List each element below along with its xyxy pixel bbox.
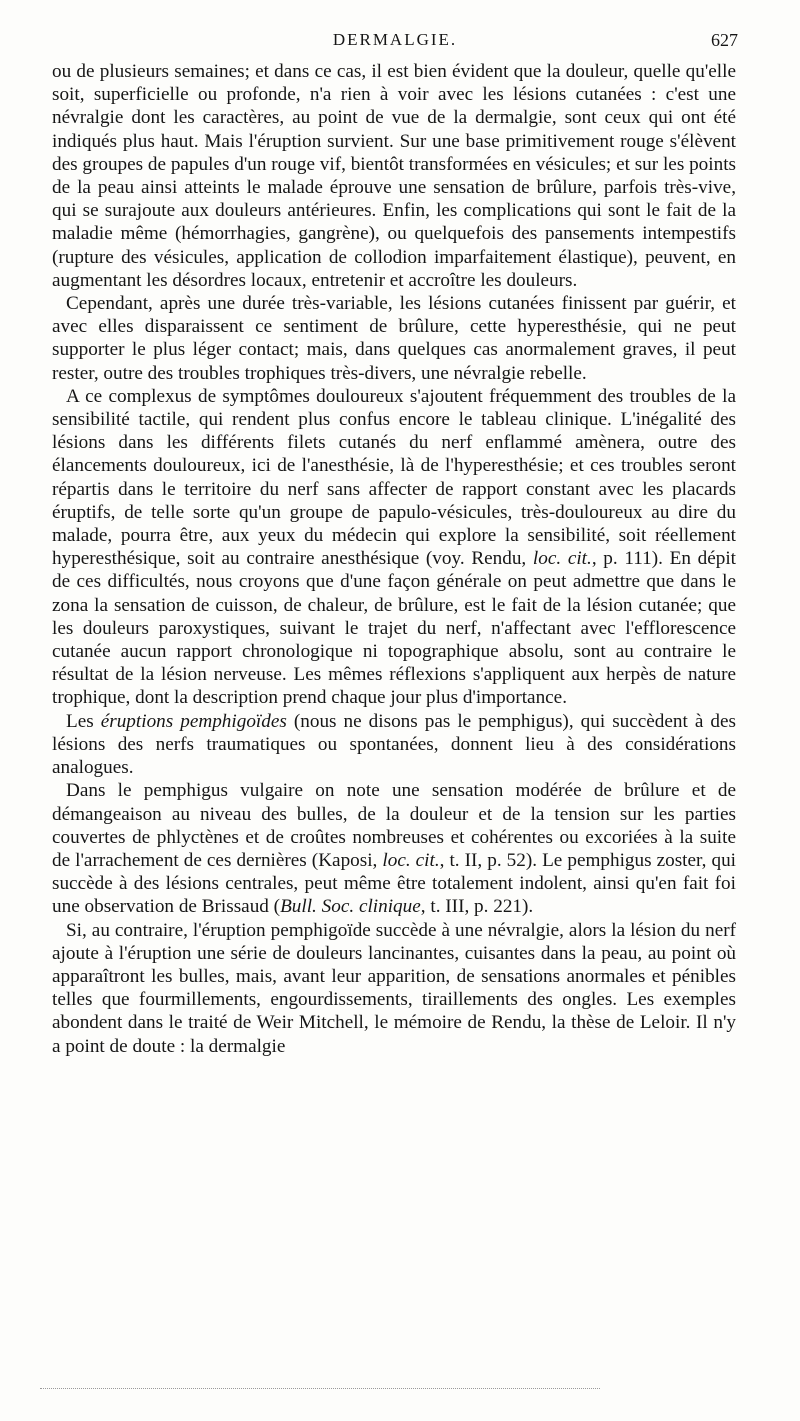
body-text (52, 60, 736, 1058)
footer-rule (40, 1388, 600, 1389)
italic-text: loc. cit. (532, 548, 592, 570)
paragraph (52, 779, 736, 918)
italic-text: éruptions pemphigoïdes (100, 710, 287, 732)
paragraph (52, 292, 736, 385)
italic-text: loc. cit. (382, 849, 440, 871)
page-header (52, 30, 738, 58)
text-run: A ce complexus de symptômes douloureux s'ajoutent fréquemment des troubles de la sensibilité tactile, qui rendent plus confus encore le tableau clinique. L'inégalité des lésions dans les différents filets cutanés du nerf enflammé amènera, outre des élancements douloureux, ici de l'anesthésie, là de l'hyperesthésie; et ces troubles seront répartis dans le territoire du nerf sans affecter de rapport constant avec les placards éruptifs, de telle sorte qu'un groupe de papulo-vésicules, très-douloureux au dire du malade, pourra être, aux yeux du médecin qui explore la sensibilité, soit réellement hyperesthésique, soit au contraire anesthésique (voy. Rendu, (52, 385, 736, 570)
paragraph (52, 710, 736, 780)
text-run: Les (66, 710, 101, 732)
text-run: , t. II, p. 52). Le pemphigus zoster, qui succède à des lésions centrales, peut même être totalement indolent, ainsi qu'en fait foi une observation de Brissaud ( (52, 849, 736, 918)
paragraph (52, 60, 736, 292)
page-number: 627 (711, 30, 738, 50)
italic-text: Bull. Soc. clinique (280, 896, 421, 918)
text-run: Cependant, après une durée très-variable, les lésions cutanées finissent par guérir, et avec elles disparaissent ce sentiment de brûlure, cette hyperesthésie, qui ne peut supporter le plus léger contact; mais, dans quelques cas anormalement graves, il peut rester, outre des troubles trophiques très-divers, une névralgie rebelle. (52, 293, 736, 384)
text-run: Dans le pemphigus vulgaire on note une sensation modérée de brûlure et de démangeaison au niveau des bulles, de la douleur et de la tension sur les parties couvertes de phlyctènes et de croûtes nombreuses et cohérentes ou excoriées à la suite de l'arrachement de ces dernières (Kaposi, (52, 780, 736, 871)
text-run: Si, au contraire, l'éruption pemphigoïde succède à une névralgie, alors la lésion du nerf ajoute à l'éruption une série de douleurs lancinantes, cuisantes dans la peau, au point où apparaîtront les bulles, mais, avant leur apparition, de sensations anormales et pénibles telles que fourmillements, engourdissements, tiraillements des ongles. Les exemples abondent dans le traité de Weir Mitchell, le mémoire de Rendu, la thèse de Leloir. Il n'y a point de doute : la dermalgie (52, 919, 736, 1057)
text-run: ou de plusieurs semaines; et dans ce cas, il est bien évident que la douleur, quelle qu'elle soit, superficielle ou profonde, n'a rien à voir avec les lésions cutanées : c'est une névralgie dont les caractères, au point de vue de la dermalgie, sont ceux qui ont été indiqués plus haut. Mais l'éruption survient. Sur une base primitivement rouge s'élèvent des groupes de papules d'un rouge vif, bientôt transformées en vésicules; et sur les points de la peau ainsi atteints le malade éprouve une sensation de brûlure, parfois très-vive, qui se surajoute aux douleurs antérieures. Enfin, les complications qui sont le fait de la maladie même (hémorrhagies, gangrène), ou quelquefois des pansements intempestifs (rupture des vésicules, application de collodion imparfaitement élastique), peuvent, en augmentant les désordres locaux, entretenir et accroître les douleurs. (52, 61, 736, 291)
paragraph (52, 919, 736, 1058)
running-title: DERMALGIE. (332, 30, 458, 49)
text-run: , p. 111). En dépit de ces difficultés, nous croyons que d'une façon générale on peut admettre que dans le zona la sensation de cuisson, de chaleur, de brûlure, est le fait de la lésion cutanée; que les douleurs paroxystiques, suivant le trajet du nerf, n'affectant avec l'efflorescence cutanée aucun rapport chronologique ni topographique absolu, sont au contraire le résultat de la lésion nerveuse. Les mêmes réflexions s'appliquent aux herpès de nature trophique, dont la description prend chaque jour plus d'importance. (52, 548, 736, 709)
paragraph (52, 385, 736, 710)
text-run: (nous ne disons pas le pemphigus), qui succèdent à des lésions des nerfs traumatiques ou spontanées, donnent lieu à des considérations analogues. (52, 710, 736, 779)
text-run: , t. III, p. 221). (420, 896, 534, 918)
